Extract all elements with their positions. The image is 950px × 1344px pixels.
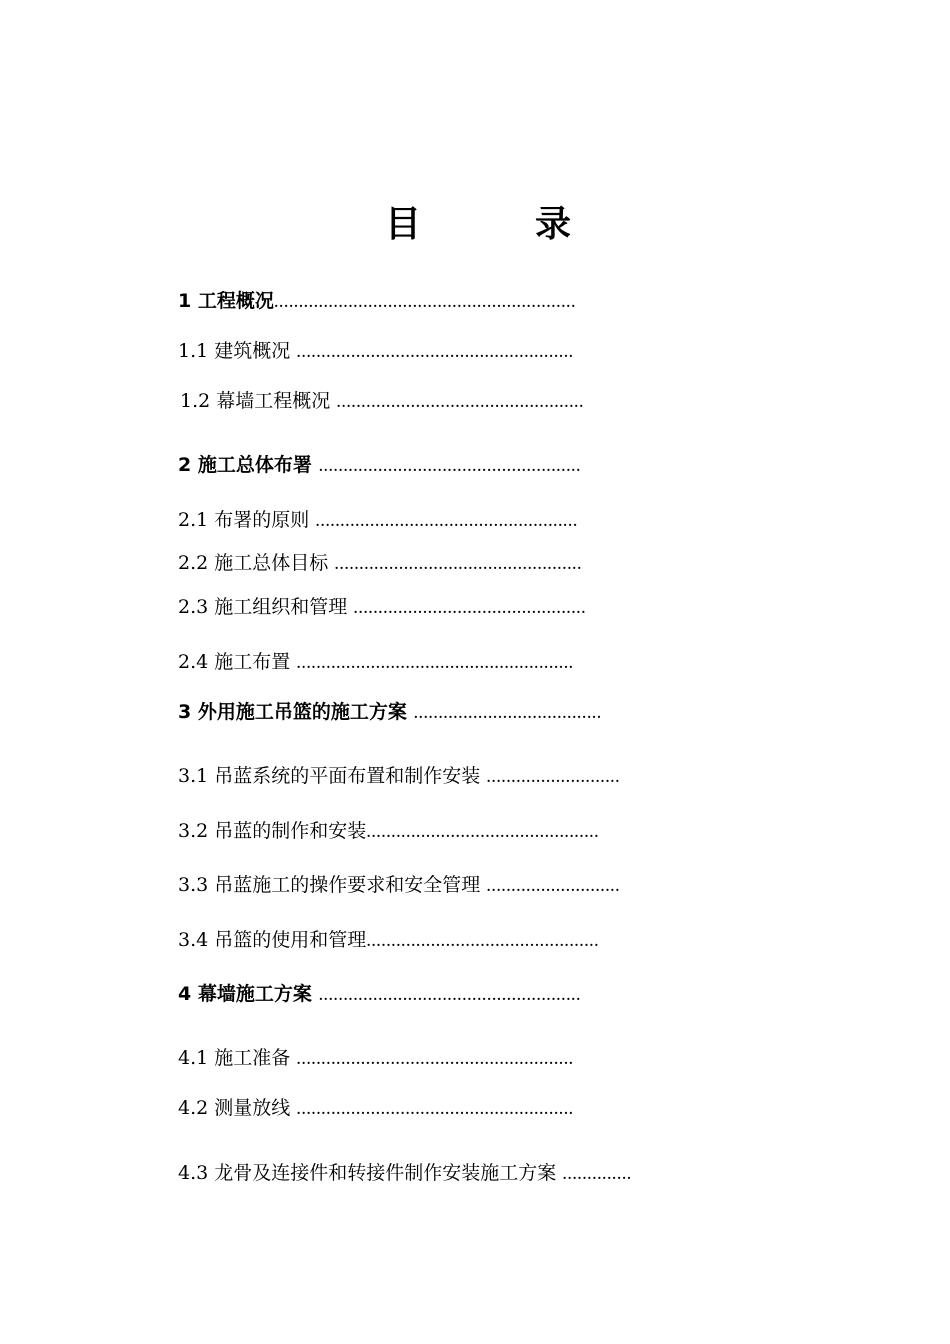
toc-entry-leader: ........................... bbox=[486, 875, 620, 896]
toc-entry-leader: ...................................... bbox=[413, 702, 602, 723]
toc-entry-leader: ........................... bbox=[486, 766, 620, 787]
toc-entry[interactable] bbox=[178, 649, 574, 676]
toc-entry[interactable] bbox=[178, 699, 602, 726]
toc-entry-label: 1.1 建筑概况 bbox=[178, 340, 297, 362]
toc-entry-leader: ........................................................ bbox=[296, 1098, 574, 1119]
toc-title-char-1: 目 bbox=[385, 204, 422, 245]
toc-entry[interactable] bbox=[178, 763, 620, 790]
toc-entry[interactable] bbox=[178, 288, 576, 315]
toc-entry-leader: ............................................... bbox=[366, 821, 599, 842]
toc-entry-label: 4.3 龙骨及连接件和转接件制作安装施工方案 bbox=[178, 1162, 563, 1184]
toc-entry-label: 2.3 施工组织和管理 bbox=[178, 596, 354, 618]
toc-entry[interactable] bbox=[178, 1160, 632, 1187]
toc-entry-leader: ........................................................ bbox=[296, 652, 574, 673]
toc-entry-label: 2 施工总体布署 bbox=[178, 454, 319, 476]
toc-entry-leader: .................................................. bbox=[334, 553, 582, 574]
toc-entry[interactable] bbox=[178, 550, 582, 577]
toc-entry[interactable] bbox=[178, 981, 581, 1008]
toc-entry[interactable] bbox=[178, 1045, 574, 1072]
toc-entry-label: 3.4 吊篮的使用和管理 bbox=[178, 929, 367, 951]
toc-entry-label: 3.2 吊蓝的制作和安装 bbox=[178, 820, 367, 842]
toc-entry-label: 2.1 布署的原则 bbox=[178, 509, 316, 531]
toc-entry[interactable] bbox=[180, 388, 584, 415]
toc-entry-label: 2.4 施工布置 bbox=[178, 651, 297, 673]
toc-entry-label: 3.1 吊蓝系统的平面布置和制作安装 bbox=[178, 765, 487, 787]
toc-entry-label: 4.1 施工准备 bbox=[178, 1047, 297, 1069]
toc-entry[interactable] bbox=[178, 872, 620, 899]
toc-entry-label: 3.3 吊蓝施工的操作要求和安全管理 bbox=[178, 874, 487, 896]
toc-entry-label: 1.2 幕墙工程概况 bbox=[180, 390, 337, 412]
toc-entry-leader: .............. bbox=[562, 1163, 632, 1184]
toc-entry-leader: ............................................... bbox=[366, 930, 599, 951]
toc-entry[interactable] bbox=[178, 338, 574, 365]
toc-title-char-2: 录 bbox=[535, 204, 572, 245]
toc-entry-leader: ............................................................. bbox=[273, 291, 576, 312]
toc-entry-leader: ..................................................... bbox=[315, 510, 578, 531]
toc-entry[interactable] bbox=[178, 507, 578, 534]
toc-title bbox=[0, 200, 950, 250]
toc-entry[interactable] bbox=[178, 594, 586, 621]
toc-entry[interactable] bbox=[178, 452, 581, 479]
toc-entry-label: 4 幕墙施工方案 bbox=[178, 983, 319, 1005]
toc-entry[interactable] bbox=[178, 927, 599, 954]
toc-entry-leader: .................................................. bbox=[336, 391, 584, 412]
toc-entry[interactable] bbox=[178, 1095, 574, 1122]
toc-entry-leader: ..................................................... bbox=[318, 455, 581, 476]
toc-entry-label: 4.2 测量放线 bbox=[178, 1097, 297, 1119]
toc-entry-leader: ..................................................... bbox=[318, 984, 581, 1005]
toc-entry-label: 1 工程概况 bbox=[178, 290, 274, 312]
toc-entry-label: 2.2 施工总体目标 bbox=[178, 552, 335, 574]
toc-entry[interactable] bbox=[178, 818, 599, 845]
toc-entry-leader: ............................................... bbox=[353, 597, 586, 618]
toc-entry-label: 3 外用施工吊篮的施工方案 bbox=[178, 701, 414, 723]
toc-entry-leader: ........................................................ bbox=[296, 341, 574, 362]
toc-entry-leader: ........................................................ bbox=[296, 1048, 574, 1069]
